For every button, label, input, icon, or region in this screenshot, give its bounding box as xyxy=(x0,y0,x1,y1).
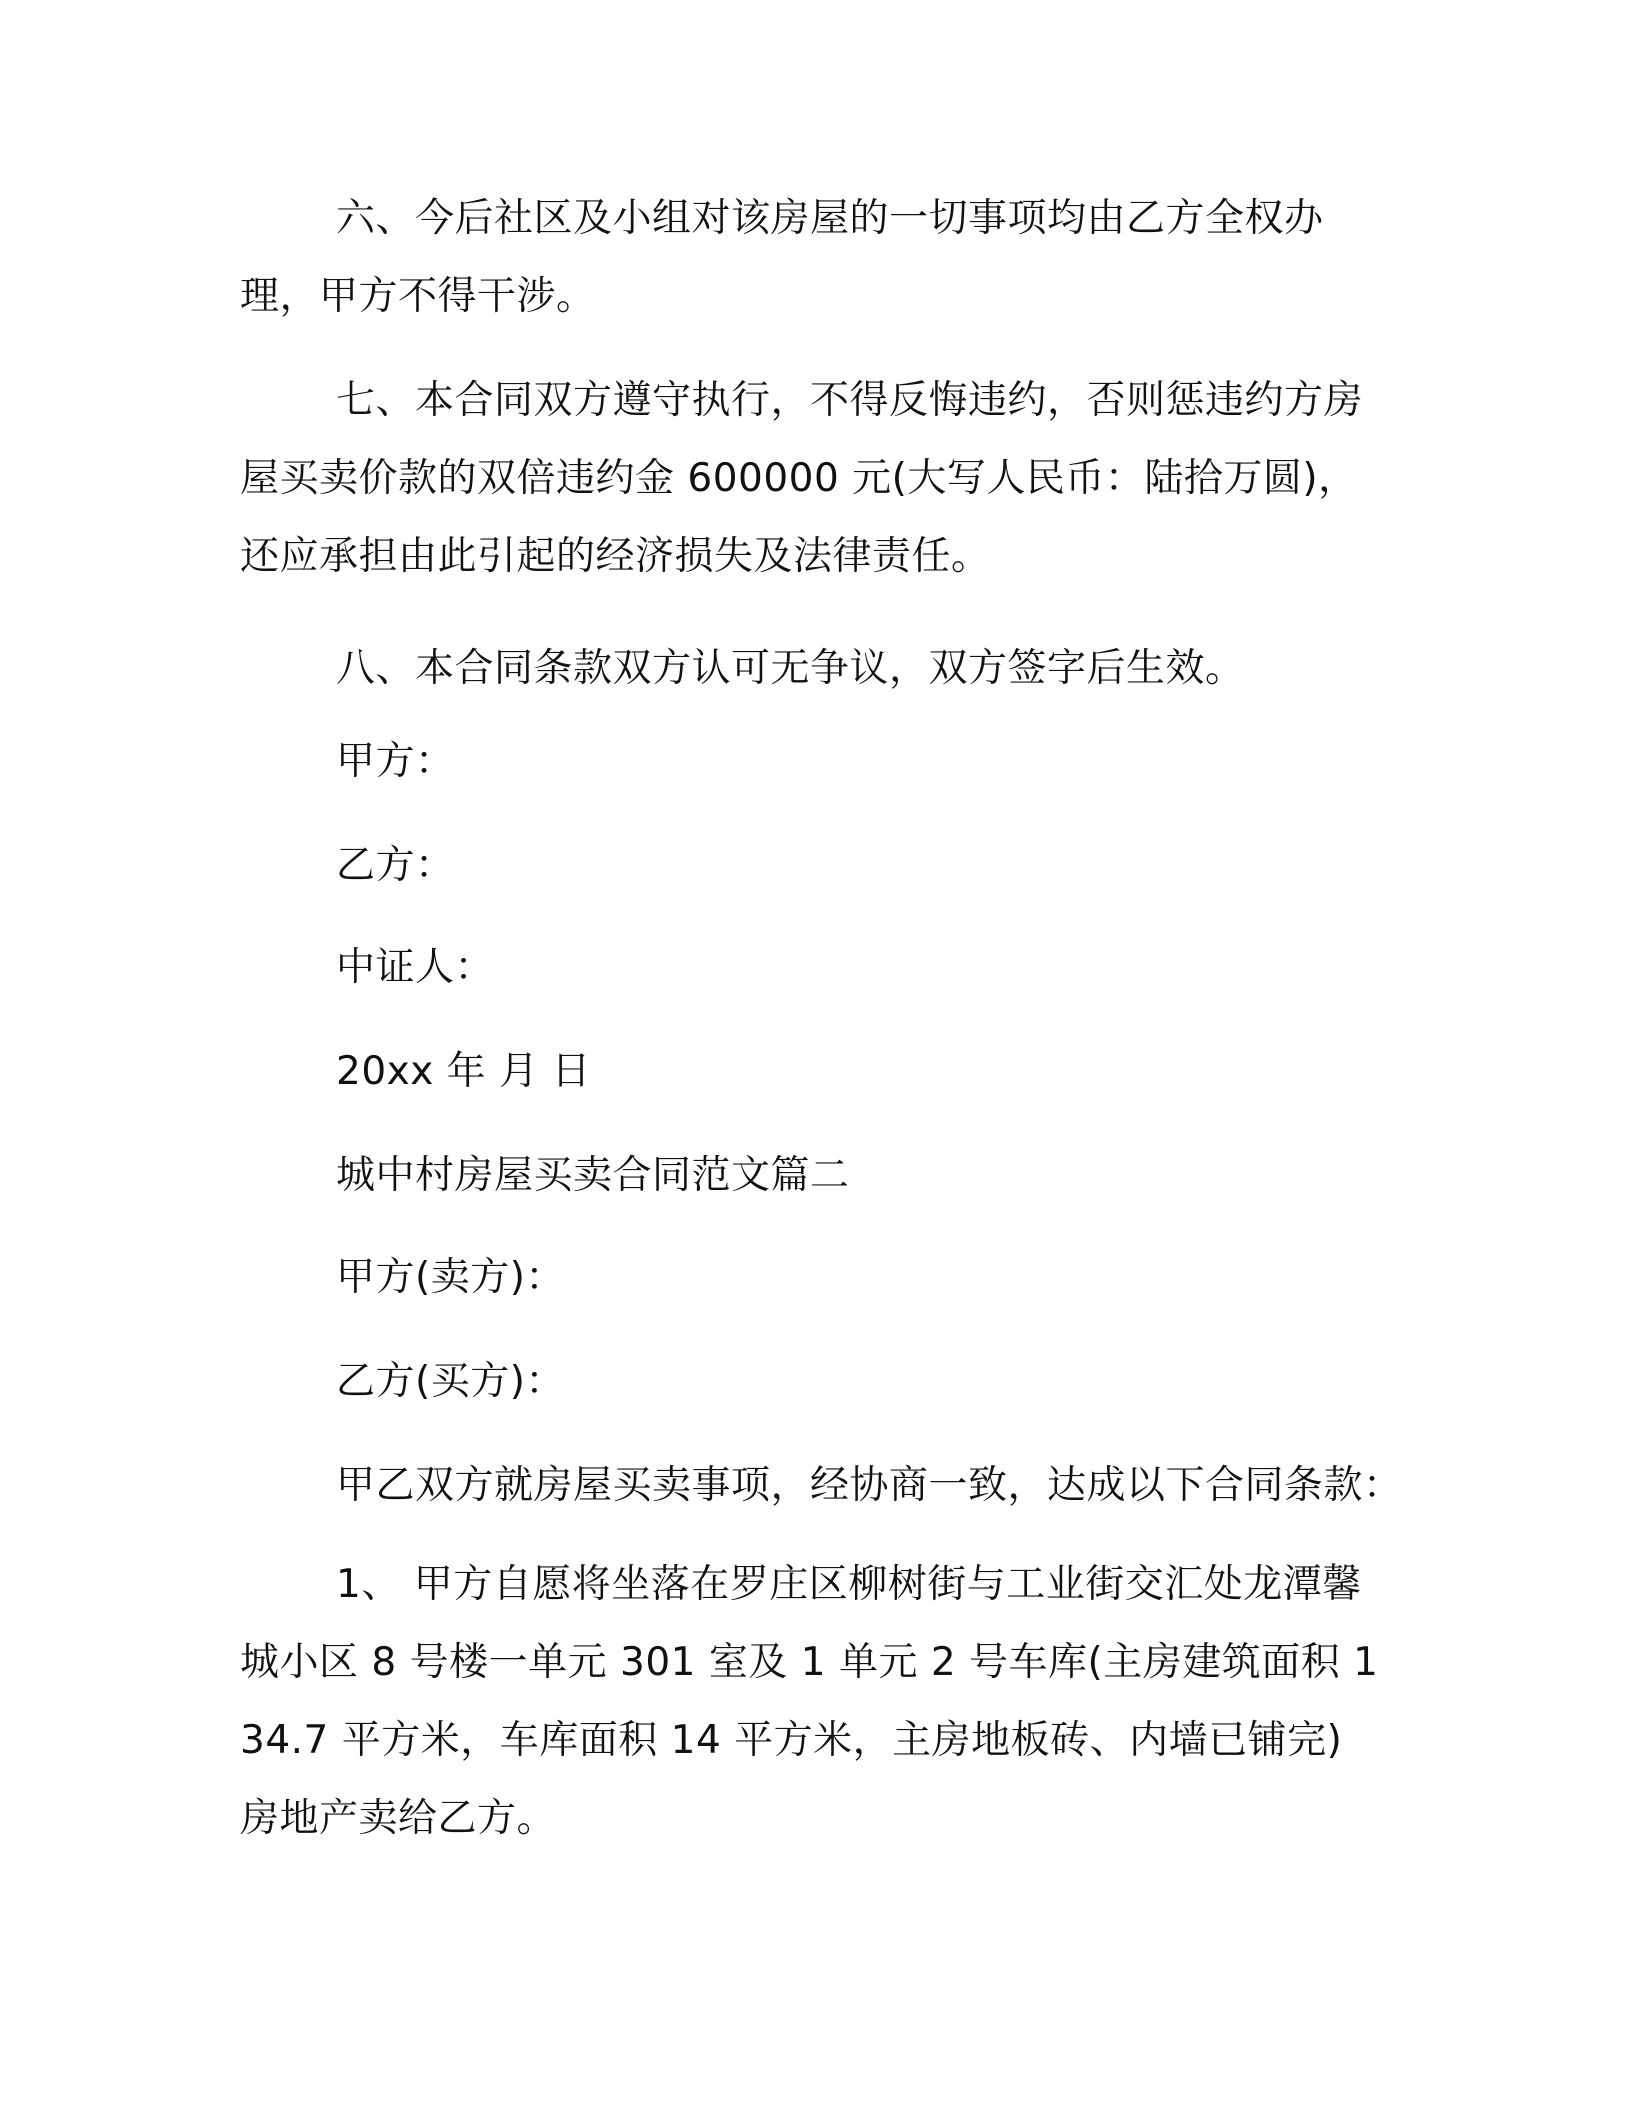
party-b-signature-line: 乙方： xyxy=(336,843,455,888)
clause-6-paragraph: 六、今后社区及小组对该房屋的一切事项均由乙方全权办理，甲方不得干涉。 xyxy=(240,196,1324,319)
date-line: 20xx 年 月 日 xyxy=(336,1049,591,1094)
party-a-signature-line: 甲方： xyxy=(336,739,455,784)
buyer-line: 乙方(买方)： xyxy=(336,1359,565,1404)
section-title: 城中村房屋买卖合同范文篇二 xyxy=(336,1153,850,1198)
agreement-intro: 甲乙双方就房屋买卖事项，经协商一致，达成以下合同条款： xyxy=(336,1463,1403,1508)
clause-7-paragraph: 七、本合同双方遵守执行，不得反悔违约，否则惩违约方房屋买卖价款的双倍违约金 600000 元(大写人民币：陆拾万圆)，还应承担由此引起的经济损失及法律责任。 xyxy=(240,378,1364,579)
item-1-paragraph: 1、 甲方自愿将坐落在罗庄区柳树街与工业街交汇处龙潭馨城小区 8 号楼一单元 301 室及 1 单元 2 号车库(主房建筑面积 134.7 平方米，车库面积 14 平方米，主房地板砖、内墙已铺完)房地产卖给乙方。 xyxy=(240,1562,1379,1841)
witness-signature-line: 中证人： xyxy=(336,945,495,990)
clause-8-paragraph: 八、本合同条款双方认可无争议，双方签字后生效。 xyxy=(336,646,1245,691)
seller-line: 甲方(卖方)： xyxy=(336,1255,565,1300)
